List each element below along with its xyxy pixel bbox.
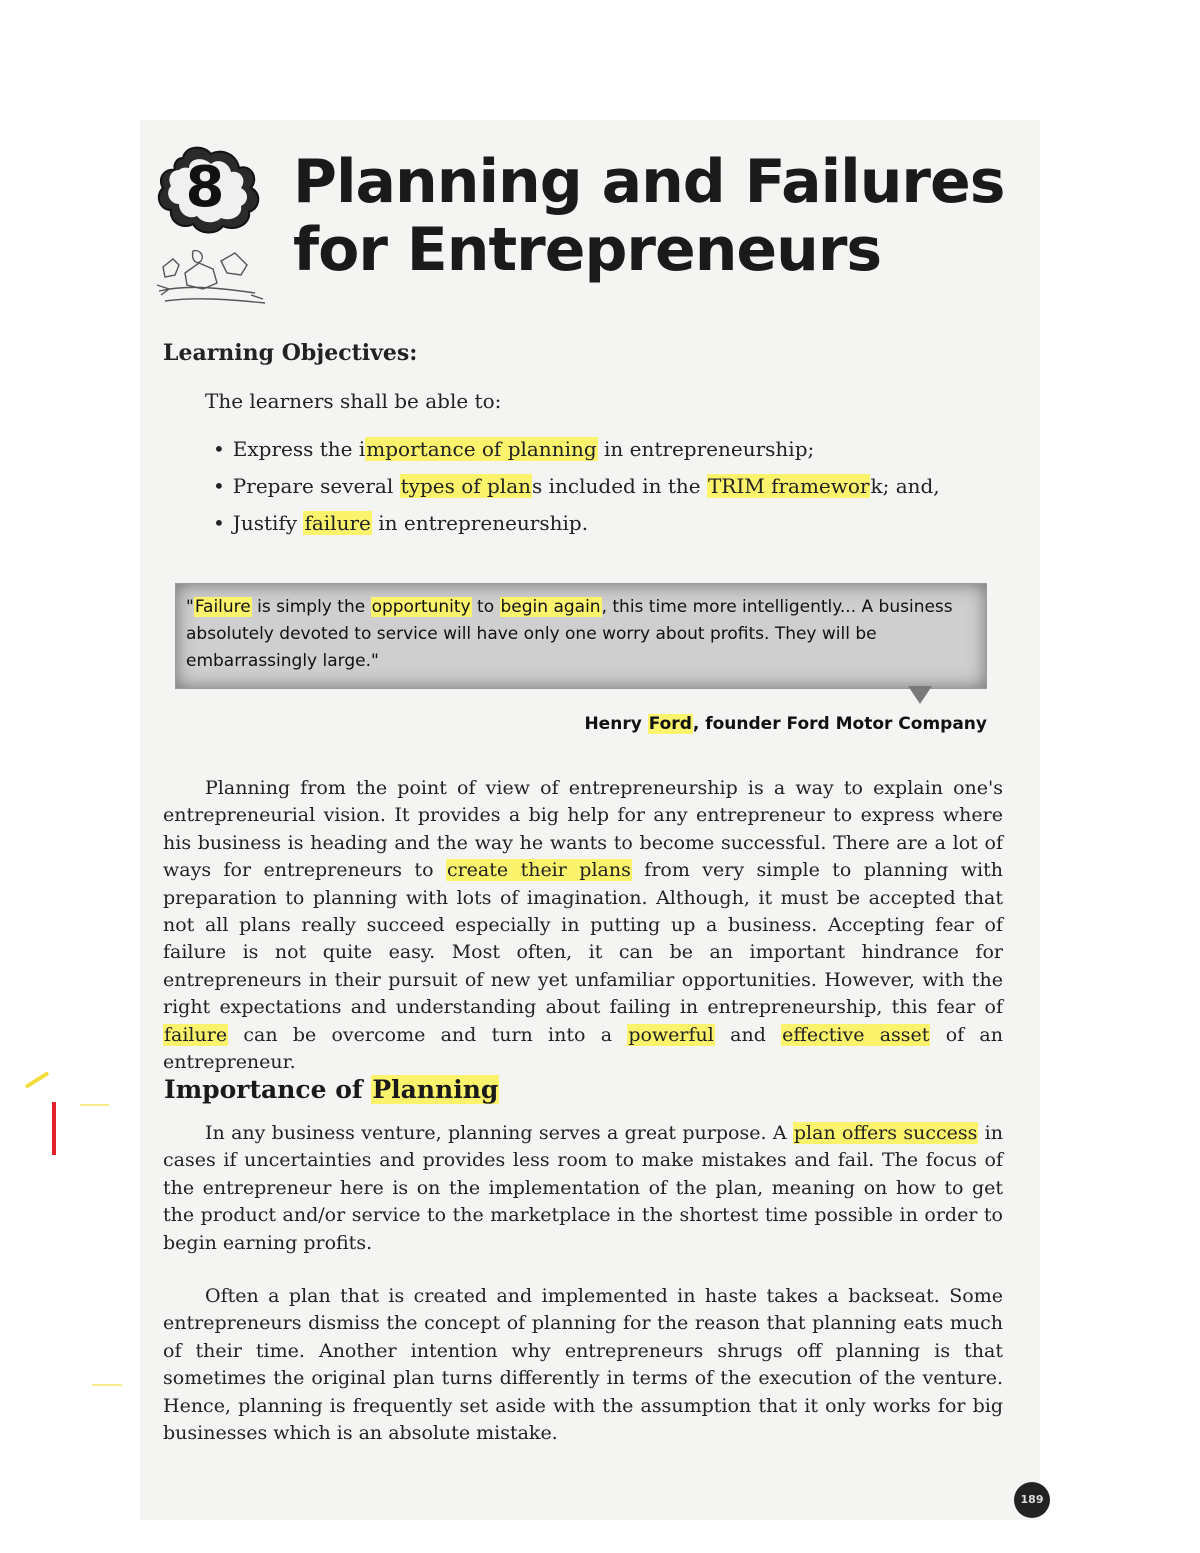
highlight: begin again xyxy=(500,597,601,617)
chapter-title-line1: Planning and Failures xyxy=(293,147,1005,217)
highlight: failure xyxy=(164,1023,228,1046)
page-number: 189 xyxy=(1014,1482,1050,1518)
highlight: powerful xyxy=(628,1023,714,1046)
objectives-intro: The learners shall be able to: xyxy=(205,389,502,413)
intro-paragraph: Planning from the point of view of entrepreneurship is a way to explain one's entrepreneurial vision. It provides a big help for any entrepreneur to express where his business is heading and the way he wants to become successful. There are a lot of ways for entrepreneurs to create their plans from very simple to planning with preparation to planning with lots of imagination. Although, it must be accepted that not all plans really succeed especially in putting up a business. Accepting fear of failure is not quite easy. Most often, it can be an important hindrance for entrepreneurs in their pursuit of new yet unfamiliar opportunities. However, with the right expectations and understanding about failing in entrepreneurship, this fear of failure can be overcome and turn into a powerful and effective asset of an entrepreneur. xyxy=(163,777,1003,1074)
highlight: Failure xyxy=(194,597,251,617)
annotation-mark xyxy=(25,1071,49,1088)
meditating-figure-sketch-icon xyxy=(155,245,270,310)
highlight: plan offers success xyxy=(793,1122,978,1144)
quote-attribution: Henry Ford, founder Ford Motor Company xyxy=(584,714,987,734)
annotation-mark xyxy=(92,1384,122,1386)
chapter-badge xyxy=(155,140,263,235)
chapter-title-line2: for Entrepreneurs xyxy=(293,215,882,285)
objectives-list xyxy=(213,436,940,547)
section-paragraph: In any business venture, planning serves a great purpose. A plan offers success in cases if uncertainties and provides less room to make mistakes and fail. The focus of the entrepreneur here is on the implementation of the plan, meaning on how to get the product and/or service to the marketplace in the shortest time possible in order to begin earning profits. xyxy=(163,1122,1003,1254)
highlight: Planning xyxy=(372,1075,499,1104)
highlight: mportance of planning xyxy=(366,437,597,461)
highlight: types of plan xyxy=(400,474,532,498)
chapter-title xyxy=(293,148,1004,284)
highlight: TRIM framewor xyxy=(707,474,870,498)
section-heading: Importance of Planning xyxy=(164,1075,499,1104)
objective-item: • Justify failure in entrepreneurship. xyxy=(213,510,940,547)
highlight: Ford xyxy=(648,714,692,734)
highlight: opportunity xyxy=(371,597,471,617)
objective-item: • Express the importance of planning in entrepreneurship; xyxy=(213,436,940,473)
learning-objectives-heading: Learning Objectives: xyxy=(163,340,418,366)
section-paragraph: Often a plan that is created and implemented in haste takes a backseat. Some entrepreneurs dismiss the concept of planning for the reason that planning eats much of their time. Another intention why entrepreneurs shrugs off planning is that sometimes the original plan turns differently in terms of the execution of the venture. Hence, planning is frequently set aside with the assumption that it only works for big businesses which is an absolute mistake. xyxy=(163,1285,1003,1445)
objective-item: • Prepare several types of plans included in the TRIM framework; and, xyxy=(213,473,940,510)
highlight: failure xyxy=(304,511,371,535)
annotation-mark xyxy=(52,1102,56,1155)
chapter-number: 8 xyxy=(185,155,225,220)
highlight: effective asset xyxy=(782,1023,930,1046)
highlight: create their plans xyxy=(446,859,631,882)
annotation-mark xyxy=(80,1104,109,1106)
speech-bubble-tail-icon xyxy=(908,686,932,704)
quote-box: "Failure is simply the opportunity to begin again, this time more intelligently... A business absolutely devoted to service will have only one worry about profits. They will be embarrassingly large." xyxy=(175,583,987,689)
